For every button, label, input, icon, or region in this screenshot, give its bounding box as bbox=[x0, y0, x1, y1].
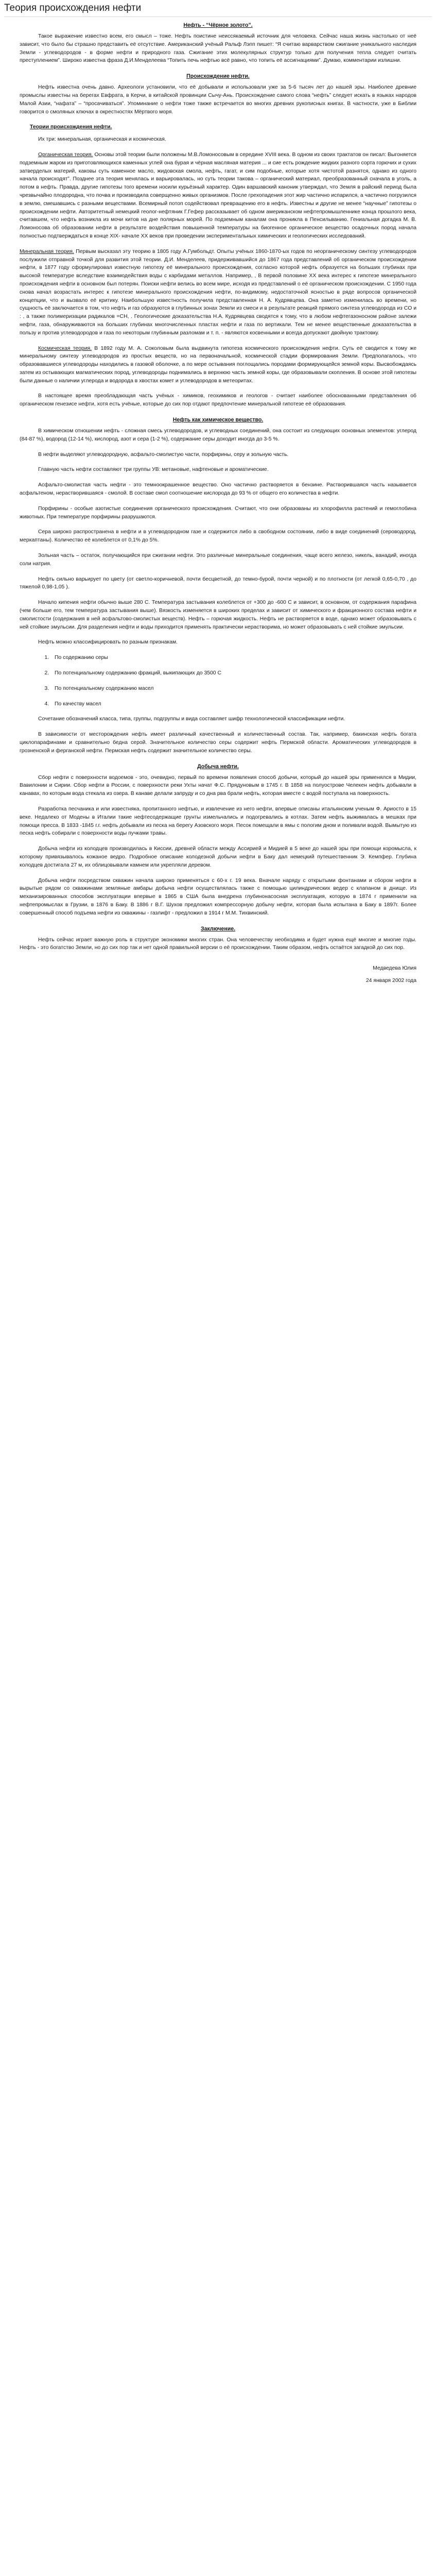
conclusion-paragraph: Нефть сейчас играет важную роль в структуре экономики многих стран. Она человечеству необходима и будет нужна ещё многие и многие годы. Нефть - это богатство Земли, но до сих пор так и нет одной правильной версии о её происхождении. Таким образом, нефть остаётся загадкой до сих пор. bbox=[20, 937, 416, 951]
chem-paragraph-6: Сера широко распространена в нефти и в углеводородном газе и содержится либо в свободном состоянии, либо в виде соединений (сероводород, меркаптаны). Количество её колеблется от 0,1% до 5%. bbox=[20, 529, 416, 544]
list-item: 4. По качеству масел bbox=[50, 700, 416, 708]
extraction-paragraph-4: Добыча нефти посредством скважин начала широко применяться с 60-х г. 19 века. Вначале наряду с открытыми фонтанами и сбором нефти в вырытые рядом со скважинами земляные амбары добыча нефти осуществлялась также с помощью цилиндрических ведер с клапаном в днище. Из механизированных способов эксплуатации впервые в 1865 в США была внедрена глубинонасосная эксплуатация, которую в 1874 г применили на нефтепромыслах в Грузии, в 1876 в Баку. В 1886 г В.Г. Шухов предложил компрессорную добычу нефти, которая была испытана в Баку в 1897г. Более совершенный способ подъема нефти из скважины - газлифт - предложил в 1914 г М.М. Тихвинский. bbox=[20, 877, 416, 916]
organic-theory-lead: Органическая теория. bbox=[38, 151, 93, 158]
heading-theories: Теории происхождения нефти. bbox=[30, 124, 112, 130]
list-item: 1. По содержанию серы bbox=[50, 654, 416, 662]
heading-black-gold: Нефть - “Чёрное золото”. bbox=[183, 22, 253, 28]
chem-paragraph-8: Нефть сильно варьирует по цвету (от светло-коричневой, почти бесцветной, до темно-бурой, почти черной) и по плотности (от легкой 0,65-0,70 , до тяжелой 0,98-1,05 ). bbox=[20, 576, 416, 590]
heading-origin: Происхождение нефти. bbox=[186, 73, 250, 80]
chem-paragraph-2: В нефти выделяют углеводородную, асфальто-смолистую части, порфирины, серу и зольную часть. bbox=[38, 451, 289, 457]
origin-paragraph: Нефть известна очень давно. Археологи установили, что её добывали и использовали уже за 5-6 тысяч лет до нашей эры. Наиболее древние промыслы известны на берегах Евфрата, в Керчи, в китайской провинции Сычу-Ань. Происхождение самого слова “нефть” следует искать в языках народов Малой Азии, “нафата” – “просачиваться”. Упоминание о нефти тоже также встречается во многих древних рукописных книгах. В частности, уже в Библии говорится о смоляных ключах в окрестностях Мёртвого моря. bbox=[20, 84, 416, 115]
mineral-theory-lead: Минеральная теория. bbox=[20, 248, 74, 255]
cosmic-theory-paragraph bbox=[20, 345, 416, 385]
chem-paragraph-7: Зольная часть – остаток, получающийся при сжигании нефти. Это различные минеральные соединения, чаще всего железо, никель, ванадий, иногда соли натрия. bbox=[20, 553, 416, 567]
author-signature: Медведева Юлия bbox=[373, 965, 416, 972]
document-date: 24 января 2002 года bbox=[365, 977, 416, 984]
classification-list bbox=[20, 654, 416, 708]
chem-paragraph-5: Порфирины - особые азотистые соединения органического происхождения. Считают, что они образованы из хлорофилла растений и гемоглобина животных. При температуре порфирины разрушаются. bbox=[20, 505, 416, 520]
chem-paragraph-9: Начало кипения нефти обычно выше 280 С. Температура застывания колеблется от +300 до -600 С и зависит, в основном, от содержания парафина (чем больше его, тем температура застывания выше). Вязкость изменяется в широких пределах и зависит от химического и фракционного состава нефти и смолистости (содержания в ней асфальтово-смолистых веществ). Нефть – горючая жидкость. Нефть не растворяется в воде, однако может образовывать с ней стойкие эмульсии. Для разделения нефти и воды приходится применять практически нерастворима, но может образовывать с ней стойкие эмульсии. bbox=[20, 600, 416, 630]
chem-paragraph-3: Главную часть нефти составляют три группы УВ: метановые, нафтеновые и ароматические. bbox=[38, 467, 269, 473]
extraction-paragraph-2: Разработка песчаника и или известняка, пропитанного нефтью, и извлечение из него нефти, впервые описаны итальянским ученым Ф. Ариосто в 15 веке. Недалеко от Модены в Италии такие нефтесодержащие грунты измельчались и подогревались в котлах. Затем нефть выжималась в мешках при помощи пресса. В 1833 -1845 г.г. нефть добывали из песка на берегу Азовского моря. Песок помещали в ямы с пологим дном и поливали водой. Вымытую из песка нефть собирали с поверхности воды пучками травы. bbox=[20, 806, 416, 837]
chem-paragraph-1: В химическом отношении нефть - сложная смесь углеводородов, и углеводных соединений, она состоит из следующих основных элементов: углерод (84-87 %), водород (12-14 %), кислород, азот и сера (1-2 %), содержание серы доходит иногда до 3-5 %. bbox=[20, 428, 416, 442]
extraction-paragraph-3: Добыча нефти из колодцев производилась в Киссии, древней области между Ассирией и Мидией в 5 веке до нашей эры при помощи коромысла, к которому привязывалось кожаное ведро. Подробное описание колодезной добычи нефти в Баку дал немецкий путешественник Э. Кемпфер. Глубина колодцев достигала 27 м, их облицовывали камнем или укрепляли деревом. bbox=[20, 846, 416, 868]
article-body bbox=[4, 21, 432, 985]
organic-theory-text: Основы этой теории были положены М.В.Ломоносовым в середине XVIII века. В одном из своих трактатов он писал: Выгоняется подземным жаром из приготовляющихся каменных углей она бурая и чёрная масляная материя ... и сие есть рождение жидких разного сорта горючих и сухих затверделых материй, каковы суть каменное масло, жидовская смола, нефть, гагат, и сим подобные, которые хотя чистотой разнятся, однако из одного начала происходят”. Позднее эта теория менялась и варьировалась, но суть теории такова – органический материал, преобразованный сначала в уголь, а потом в нефть. Правда, другие гипотезы того времени носили курьёзный характер. Один варшавский каноник утверждал, что Земля в райский период была чрезвычайно плодородна, что почва и производила соверщенно живых организмов. После грехопадения этот жир частично испарился, а частично погрузился в землю, смешавшись с разными веществами. Всемирный потоп содействовал превращению его в нефть. Известны и другие не менее “научные” гипотезы о происхождении нефти. Авторитетный немецкий геолог-нефтяник Г.Гефер рассказывает об одном американском нефтепромышленнике конца прошлого века, считавшем, что нефть возникла из мочи китов на дне полярных морей. По подземным каналам она проникла в Пенсильванию. Гениальная догадка М. В. Ломоносова об образовании нефти в результате воздействия повышенной температуры на биогенное органическое вещество осадочных пород начала полностью подтверждаться в конце XIX- начале XX веков при проведении экспериментальных химических и геологических исследований. bbox=[20, 151, 416, 239]
intro-paragraph: Такое выражение известно всем, его смысл – тоже. Нефть поистине неиссякаемый источник для человека. Сейчас наша жизнь настолько от неё зависит, что было бы страшно представить её отсутствие. Американский учёный Ральф Лэпп пишет: “Я считаю варварством сжигание уникального наследия Земли - углеводородов - в форме нефти и природного газа. Сжигание этих молекулярных структур только для получения тепла следует считать преступлением”. Широко известна фраза Д.И.Менделеева “Топить печь нефтью всё равно, что топить её ассигнациями”. Думаю, комментарии излишни. bbox=[20, 33, 416, 64]
list-item: 3. По потенциальному содержанию масел bbox=[50, 685, 416, 693]
classify-paragraph-2: Сочетание обозначений класса, типа, группы, подгруппы и вида составляет шифр технологической классификации нефти. bbox=[38, 716, 345, 722]
heading-chemistry: Нефть как химическое вещество. bbox=[172, 417, 264, 423]
classify-paragraph: Нефть можно классифицировать по разным признакам. bbox=[38, 639, 178, 646]
extraction-paragraph-1: Сбор нефти с поверхности водоемов - это, очевидно, первый по времени появления способ добычи, который до нашей эры применялся в Мидии, Вавилонии и Сирии. Сбор нефти в России, с поверхности реки Ухты начат Ф.С. Прядуновым в 1745 г. В 1858 на полуострове Челекен нефть добывали в канавах, по которым вода стекала из озера. В канаве делали запруду и со дна рва брали нефть, которая вместе с водой поступала на поверхность. bbox=[20, 774, 416, 797]
cosmic-theory-text: В 1892 году М. А. Соколовым была выдвинута гипотеза космического происхождения нефти. Суть её сводится к тому же минеральному синтезу углеводородов из простых веществ, но на первоначальной, космической стадии формирования Земли. Предполагалось, что образовавшиеся углеводороды находились в газовой оболочке, а по мере остывания поглощались породами формирующейся земной коры. Высвобождаясь затем из остывающих магматических пород, углеводороды поднимались в верхнюю часть земной коры, где образовывали скопления. В основе этой гипотезы были данные о наличии углерода и водорода в хвостах комет и углеводородов в метеоритах. bbox=[20, 345, 417, 384]
heading-extraction: Добыча нефти. bbox=[197, 763, 239, 770]
list-item: 2. По потенциальному содержанию фракций, выкипающих до 3500 С bbox=[50, 669, 416, 677]
heading-conclusion: Заключение. bbox=[200, 925, 236, 932]
mineral-theory-paragraph bbox=[20, 248, 416, 337]
cosmic-theory-lead: Космическая теория. bbox=[38, 345, 92, 351]
document-page bbox=[0, 0, 436, 985]
today-paragraph: В настоящее время преобладающая часть учёных - химиков, геохимиков и геологов - считает наиболее обоснованными представления об органическом генезисе нефти, хотя есть учёные, которые до сих пор отдают предпочтение минеральной гипотезе её образования. bbox=[20, 393, 416, 408]
mineral-theory-text: Первым высказал эту теорию в 1805 году А.Гумбольдт. Опыты учёных 1860-1870-ых годов по неорганическому синтезу углеводородов послужили отправной точкой для развития этой теории. Д.И. Менделеев, придерживавшийся до 1867 года представлений об органическом происхождении нефти, в 1877 году сформулировал известную гипотезу её минерального происхождения, согласно которой нефть образуется на больших глубинах при высокой температуре вследствие взаимодействия воды с карбидами металлов. Например, , В первой половине XX века интерес к гипотезе минерального происхождения нефти в основном был потерян. Поиски нефти велись во всем мире, исходя из представлений о её органическом происхождении. С 1950 года снова начал возрастать интерес к гипотезе минерального происхождения нефти, по-видимому, недостаточной ясностью в ряде вопросов органической концепции, что и вызвало её критику. Наибольшую известность получила представленная Н. А. Кудрявцева. Она заметно изменилась во времени, но сущность её заключается в том, что нефть и газ образуются в глубинных зонах Земли из смеси и в результате реакций прямого синтеза углеводорода из CO и : , а также полимеризации радикалов =CH, . Геологические доказательства Н.А. Кудрявцева сводятся к тому, что в любом нефтегазоносном районе залежи нефти, газа, обнаруживаются на больших глубинах многочисленных пластах нефти и газа по вертикали. Тем не менее вещественные доказательства в пользу и против углеводородов и газа по некоторым глубинным разломам и т. п. - являются косвенными и всегда допускают двойную трактовку. bbox=[20, 248, 417, 336]
theories-list-paragraph: Их три: минеральная, органическая и космическая. bbox=[38, 137, 166, 143]
deposits-paragraph: В зависимости от месторождения нефть имеет различный качественный и количественный состав. Так, например, бакинская нефть богата циклопарафинами и сравнительно бедна серой. Значительное количество серы содержит нефть Пермской области. Ароматических углеводородов в грозненской и ферганской нефти. Пермская нефть содержит значительное количество серы. bbox=[20, 732, 416, 754]
organic-theory-paragraph bbox=[20, 151, 416, 241]
page-title: Теория происхождения нефти bbox=[4, 2, 432, 17]
chem-paragraph-4: Асфальто-смолистая часть нефти - это темноокрашенное вещество. Оно частично растворяется в бензине. Растворившаяся часть называется асфальтеном, нерастворившаяся - смолой. В составе смол соотношение кислорода до 93 % от общего его количества в нефти. bbox=[20, 482, 416, 497]
